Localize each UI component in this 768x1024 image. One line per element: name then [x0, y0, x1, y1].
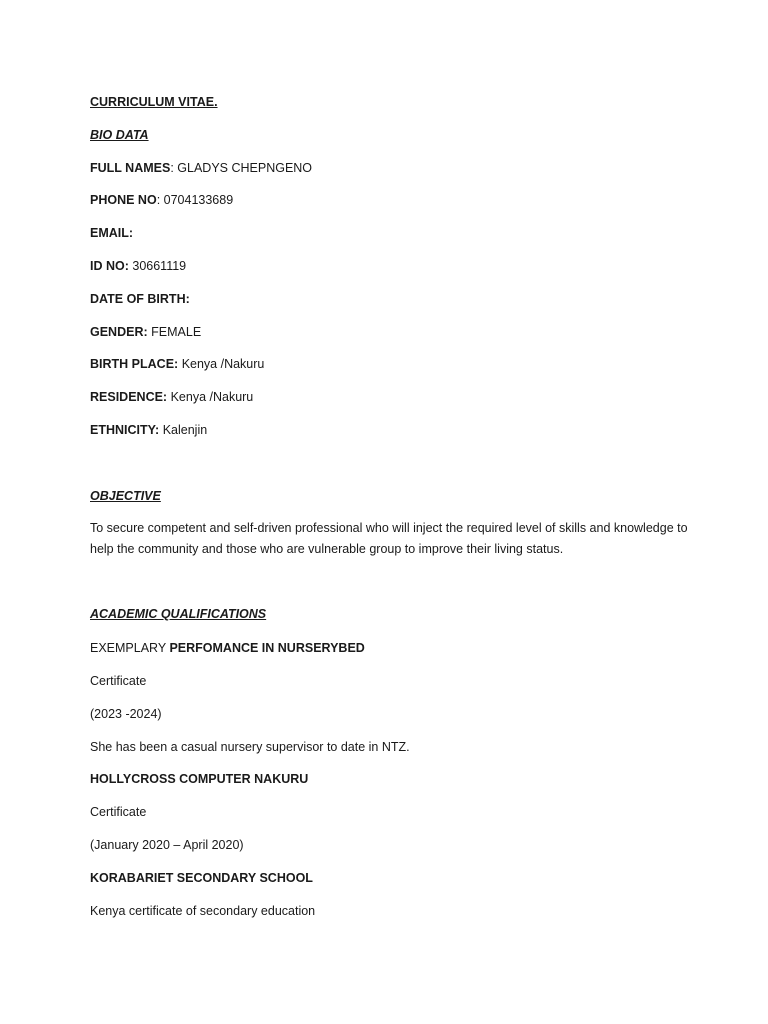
field-sep: :: [170, 161, 178, 175]
field-value: FEMALE: [151, 325, 202, 339]
field-value: Kenya /Nakuru: [170, 390, 254, 404]
field-value: GLADYS CHEPNGENO: [177, 161, 313, 175]
field-label: DATE OF BIRTH:: [90, 292, 190, 306]
field-id-no: [90, 258, 186, 274]
field-label: ETHNICITY:: [90, 423, 160, 437]
academic-entry-2-institution: HOLLYCROSS COMPUTER NAKURU: [90, 772, 309, 786]
bio-data-heading: BIO DATA: [90, 128, 149, 142]
field-residence: [90, 389, 253, 405]
field-phone-no: [90, 192, 233, 208]
field-label: BIRTH PLACE:: [90, 357, 179, 371]
field-value: Kenya /Nakuru: [181, 357, 265, 371]
field-email: [90, 225, 133, 241]
field-label: RESIDENCE:: [90, 390, 168, 404]
academic-entry-1-period: (2023 -2024): [90, 707, 162, 721]
field-date-of-birth: [90, 291, 190, 307]
field-gender: [90, 324, 201, 340]
field-label: GENDER:: [90, 325, 148, 339]
academic-entry-2-period: (January 2020 – April 2020): [90, 838, 244, 852]
field-label: EMAIL:: [90, 226, 134, 240]
field-ethnicity: [90, 422, 207, 438]
entry-prefix: EXEMPLARY: [90, 641, 170, 655]
academic-entry-1-title: [90, 640, 365, 656]
field-value: 0704133689: [163, 193, 234, 207]
field-sep: :: [156, 193, 164, 207]
cv-title: CURRICULUM VITAE.: [90, 95, 218, 109]
entry-bold-title: PERFOMANCE IN NURSERYBED: [169, 641, 365, 655]
academic-entry-1-note: She has been a casual nursery supervisor to date in NTZ.: [90, 740, 410, 754]
field-birth-place: [90, 356, 264, 372]
objective-text: To secure competent and self-driven professional who will inject the required level of skills and knowledge to help the community and those who are vulnerable group to improve their living status.: [90, 521, 688, 556]
field-label: FULL NAMES: [90, 161, 171, 175]
field-value: Kalenjin: [162, 423, 208, 437]
academic-entry-2-award: Certificate: [90, 805, 147, 819]
field-label: ID NO:: [90, 259, 129, 273]
field-label: PHONE NO: [90, 193, 157, 207]
academic-heading: ACADEMIC QUALIFICATIONS: [90, 607, 267, 621]
academic-entry-3-institution: KORABARIET SECONDARY SCHOOL: [90, 871, 313, 885]
field-full-names: [90, 160, 312, 176]
objective-heading: OBJECTIVE: [90, 489, 161, 503]
academic-entry-3-award: Kenya certificate of secondary education: [90, 904, 316, 918]
field-value: 30661119: [132, 259, 187, 273]
academic-entry-1-award: Certificate: [90, 674, 147, 688]
